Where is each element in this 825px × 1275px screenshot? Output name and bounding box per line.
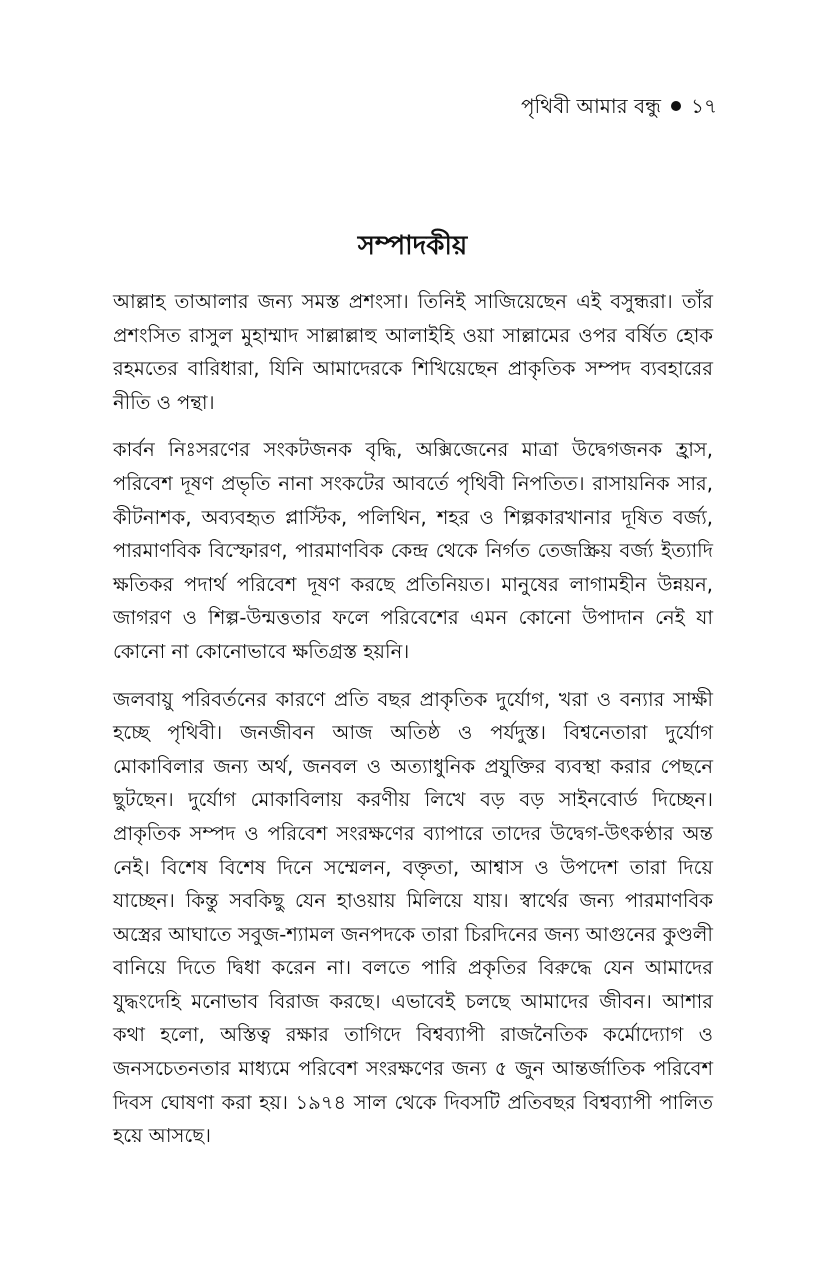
page-number: ১৭ bbox=[691, 94, 717, 118]
book-title: পৃথিবী আমার বন্ধু bbox=[520, 94, 662, 118]
paragraph-3: জলবায়ু পরিবর্তনের কারণে প্রতি বছর প্রাকৃতিক দুর্যোগ, খরা ও বন্যার সাক্ষী হচ্ছে পৃথিবী। জনজীবন আজ অতিষ্ঠ ও পর্যদুস্ত। বিশ্বনেতারা দুর্যোগ মোকাবিলার জন্য অর্থ, জনবল ও অত্যাধুনিক প্রযুক্তির ব্যবস্থা করার পেছনে ছুটছেন। দুর্যোগ মোকাবিলায় করণীয় লিখে বড় বড় সাইনবোর্ড দিচ্ছেন। প্রাকৃতিক সম্পদ ও পরিবেশ সংরক্ষণের ব্যাপারে তাদের উদ্বেগ-উৎকণ্ঠার অন্ত নেই। বিশেষ বিশেষ দিনে সম্মেলন, বক্তৃতা, আশ্বাস ও উপদেশ তারা দিয়ে যাচ্ছেন। কিন্তু সবকিছু যেন হাওয়ায় মিলিয়ে যায়। স্বার্থের জন্য পারমাণবিক অস্ত্রের আঘাতে সবুজ-শ্যামল জনপদকে তারা চিরদিনের জন্য আগুনের কুণ্ডলী বানিয়ে দিতে দ্বিধা করেন না। বলতে পারি প্রকৃতির বিরুদ্ধে যেন আমাদের যুদ্ধংদেহি মনোভাব বিরাজ করছে। এভাবেই চলছে আমাদের জীবন। আশার কথা হলো, অস্তিত্ব রক্ষার তাগিদে বিশ্বব্যাপী রাজনৈতিক কর্মোদ্যোগ ও জনসচেতনতার মাধ্যমে পরিবেশ সংরক্ষণের জন্য ৫ জুন আন্তর্জাতিক পরিবেশ দিবস ঘোষণা করা হয়। ১৯৭৪ সাল থেকে দিবসটি প্রতিবছর বিশ্বব্যাপী পালিত হয়ে আসছে। bbox=[113, 687, 713, 1148]
paragraph-1: আল্লাহ তাআলার জন্য সমস্ত প্রশংসা। তিনিই সাজিয়েছেন এই বসুন্ধরা। তাঁর প্রশংসিত রাসুল মুহাম্মাদ সাল্লাল্লাহু আলাইহি ওয়া সাল্লামের ওপর বর্ষিত হোক রহমতের বারিধারা, যিনি আমাদেরকে শিখিয়েছেন প্রাকৃতিক সম্পদ ব্যবহারের নীতি ও পন্থা। bbox=[113, 290, 713, 414]
running-header bbox=[521, 92, 717, 120]
editorial-body bbox=[113, 285, 713, 1167]
paragraph-2: কার্বন নিঃসরণের সংকটজনক বৃদ্ধি, অক্সিজেনের মাত্রা উদ্বেগজনক হ্রাস, পরিবেশ দূষণ প্রভৃতি নানা সংকটের আবর্তে পৃথিবী নিপতিত। রাসায়নিক সার, কীটনাশক, অব্যবহৃত প্লাস্টিক, পলিথিন, শহর ও শিল্পকারখানার দূষিত বর্জ্য, পারমাণবিক বিস্ফোরণ, পারমাণবিক কেন্দ্র থেকে নির্গত তেজস্ক্রিয় বর্জ্য ইত্যাদি ক্ষতিকর পদার্থ পরিবেশ দূষণ করছে প্রতিনিয়ত। মানুষের লাগামহীন উন্নয়ন, জাগরণ ও শিল্প-উন্মত্ততার ফলে পরিবেশের এমন কোনো উপাদান নেই যা কোনো না কোনোভাবে ক্ষতিগ্রস্ত হয়নি। bbox=[113, 438, 713, 663]
bullet-icon bbox=[671, 101, 681, 111]
section-title: সম্পাদকীয় bbox=[357, 231, 468, 261]
